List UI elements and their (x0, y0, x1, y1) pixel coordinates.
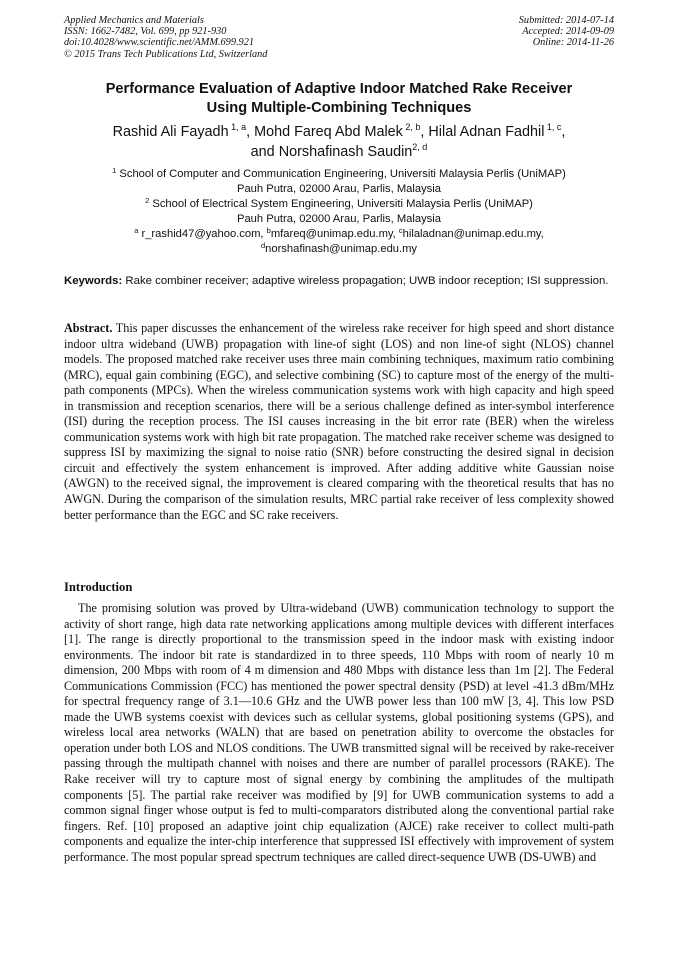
title-line-1: Performance Evaluation of Adaptive Indoor Matched Rake Receiver (105, 81, 573, 97)
abstract-label: Abstract. (64, 321, 113, 335)
abstract-paragraph (64, 321, 614, 523)
email-line-1 (64, 227, 614, 242)
email-mark: c (398, 225, 403, 235)
affiliation-text: School of Computer and Communication Engineering, Universiti Malaysia Perlis (UniMAP) (116, 168, 566, 180)
affiliation-2 (64, 197, 614, 212)
affiliation-1-address: Pauh Putra, 02000 Arau, Parlis, Malaysia (237, 182, 441, 195)
author-line-2 (64, 142, 614, 162)
affiliations (64, 167, 614, 256)
affiliation-2-address: Pauh Putra, 02000 Arau, Parlis, Malaysia (237, 212, 441, 225)
author-name: Norshafinash Saudin (278, 144, 413, 160)
abstract-text: This paper discusses the enhancement of the wireless rake receiver for high speed and short distance indoor ultra wideband (UWB) propagation with line-of sight (LOS) and non line-of sight (NLOS) channel models. The proposed matched rake receiver uses three main combining techniques, maximum ratio combining (MRC), equal gain combining (EGC), and selective combining (SC) to capture most of the energy of the multi-path components (MPCs). When the wireless communication systems work with high capacity and high speed in transmission and reception scenarios, there will be a serious challenge defined as inter-symbol interference (ISI) during the reception process. The ISI causes increasing in the bit error rate (BER) when the wireless communication systems work with high bit rate propagation. The matched rake receiver scheme was designed to suppress ISI by maximizing the signal to noise ratio (SNR) before constructing the desired signal in decision circuit and effectively the system enhancement is improved. After adding additive white Gaussian noise (AWGN) to the received signal, the improvement is cleared comparing with the theoretical results that has no AWGN. During the comparison of the simulation results, MRC partial rake receiver of less complexity showed better performance than the EGC and SC rake receivers. (64, 321, 614, 522)
affiliation-1 (64, 167, 614, 182)
email-address: mfareq@unimap.edu.my, (270, 227, 399, 240)
submitted-date: Submitted: 2014-07-14 (518, 15, 614, 26)
author-name: Hilal Adnan Fadhil (428, 124, 545, 140)
email-address: norshafinash@unimap.edu.my (265, 242, 418, 255)
journal-name: Applied Mechanics and Materials (64, 15, 204, 26)
keywords-paragraph (64, 274, 614, 289)
keywords-text: Rake combiner receiver; adaptive wireless propagation; UWB indoor reception; ISI suppression. (122, 275, 609, 287)
email-mark: b (266, 225, 271, 235)
author-line-1 (64, 122, 614, 142)
author-affiliation-mark: 1, a (228, 122, 247, 132)
author-list (64, 122, 614, 162)
email-address: hilaladnan@unimap.edu.my, (402, 227, 544, 240)
author-affiliation-mark: 1, c (544, 122, 562, 132)
online-date: Online: 2014-11-26 (532, 37, 614, 49)
accepted-date: Accepted: 2014-09-09 (522, 26, 614, 38)
author-separator: , (561, 124, 566, 140)
journal-info (64, 15, 267, 60)
introduction-paragraph: The promising solution was proved by Ultra-wideband (UWB) communication technology to support the activity of short range, high data rate networking applications among multiple devices with different interfaces [1]. The range is directly proportional to the transmission speed in the indoor mask with existing indoor environments. The indoor bit rate is standardized in to three speeds, 110 Mbps with room of nearly 10 m dimension, 200 Mbps with room of 4 m dimension and 480 Mbps with distance less than 1m [2]. The Federal Communications Commission (FCC) has mentioned the power spectral density (PSD) at level -41.3 dBm/MHz for spectral frequency range of 3.1—10.6 GHz and the UWB power less than 100 mW [3, 4]. This low PSD made the UWB systems coexist with devices such as cellular systems, global positioning systems (GPS), and wireless local area networks (WALN) that are based on penetration ability to overcome the obstacles for operation under both LOS and NLOS conditions. The UWB transmitted signal will be received by rake-receiver passing through the multipath channel with noises and there are number of parallel processors (RAKE). The Rake receiver will try to capture most of signal energy by combining the amplitudes of the multipath components [5]. The partial rake receiver was modified by [9] for UWB communication systems to add a common signal finger whose output is fed to multi-comparators distributed along the conventional partial rake fingers. Ref. [10] proposed an adaptive joint chip equalization (AJCE) rake receiver to collect multi-path components and equalize the inter-chip interference that suppressed ISI effectively with improvement of system performance. The most popular spread spectrum techniques are called direct-sequence UWB (DS-UWB) and (64, 601, 614, 864)
author-affiliation-mark: 2, d (412, 142, 428, 152)
email-mark: d (260, 240, 266, 250)
email-line-2 (64, 242, 614, 257)
author-separator: , (420, 124, 429, 140)
affiliation-mark: 1 (112, 166, 117, 175)
affiliation-text: School of Electrical System Engineering, Universiti Malaysia Perlis (UniMAP) (149, 197, 533, 210)
author-separator: , (246, 124, 255, 140)
journal-issn: ISSN: 1662-7482, Vol. 699, pp 921-930 (64, 26, 227, 38)
email-mark: a (134, 225, 139, 235)
author-conjunction: and (250, 144, 279, 160)
affiliation-mark: 2 (145, 195, 150, 205)
author-name: Rashid Ali Fayadh (112, 124, 229, 140)
paper-title (64, 80, 614, 118)
journal-doi: doi:10.4028/www.scientific.net/AMM.699.921 (64, 37, 254, 49)
keywords-label: Keywords: (64, 275, 123, 287)
author-affiliation-mark: 2, b (402, 122, 421, 132)
title-line-2: Using Multiple-Combining Techniques (206, 100, 472, 116)
journal-copyright: © 2015 Trans Tech Publications Ltd, Switzerland (64, 48, 268, 60)
publication-dates (519, 15, 614, 49)
author-name: Mohd Fareq Abd Malek (254, 124, 403, 140)
introduction-heading: Introduction (64, 580, 133, 594)
email-address: r_rashid47@yahoo.com, (138, 227, 267, 240)
